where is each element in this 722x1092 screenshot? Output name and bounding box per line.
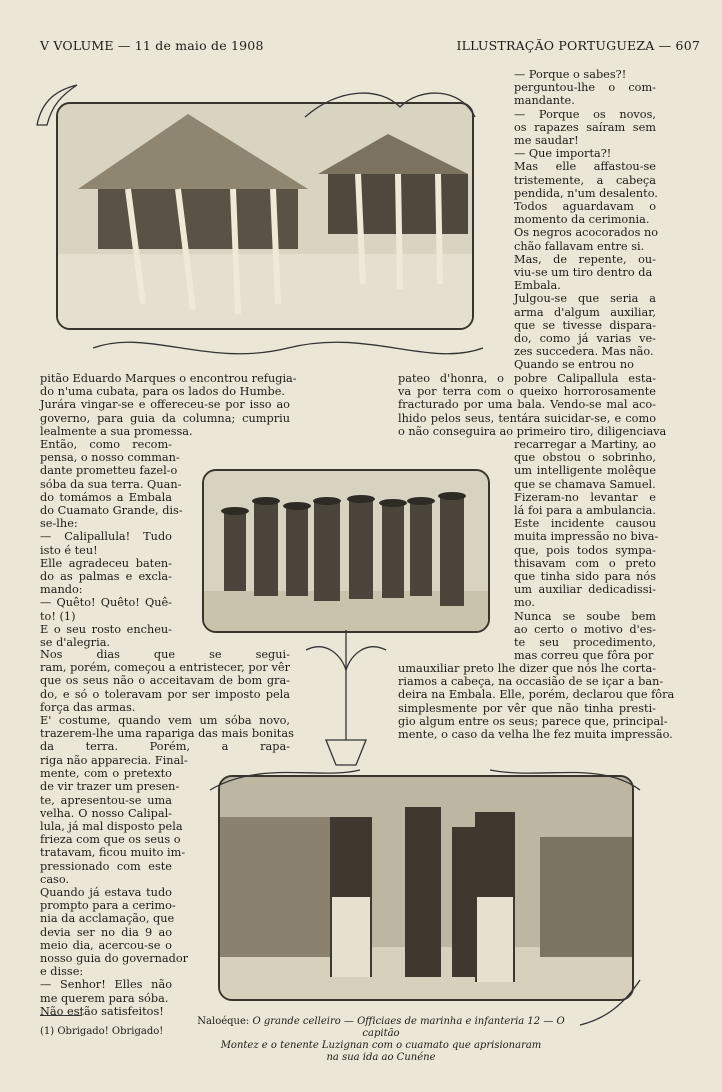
text-line: ao certo o motivo d'es- (514, 622, 656, 636)
text-line: frieza com que os seus o (40, 833, 181, 847)
text-line: que os seus não o acceitavam de bom gra- (40, 674, 290, 688)
text-line: E' costume, quando vem um sóba novo, (40, 714, 290, 728)
floral-ornament-mid (88, 328, 488, 368)
text-line: do, e só o toleravam por ser imposto pela (40, 687, 290, 701)
text-line: Mas, de repente, ou- (514, 252, 656, 266)
text-line: meio dia, acercou-se o (40, 938, 172, 952)
text-line: pendida, n'um desalento. (514, 186, 658, 200)
text-line: Este incidente causou (514, 517, 656, 531)
text-line: tratavam, ficou muito im- (40, 846, 186, 860)
text-line: riamos a cabeça, na occasião de se içar a ban- (398, 675, 664, 689)
floral-ornament-top-right (300, 82, 480, 122)
text-line: Julgou-se que seria a (514, 292, 656, 306)
text-line: que se chamava Samuel. (514, 477, 656, 491)
running-header-title: ILLUSTRAÇÃO PORTUGUEZA — 607 (456, 38, 700, 53)
text-line: pitão Eduardo Marques o encontrou refugia- (40, 372, 297, 385)
text-line: e disse: (40, 965, 84, 979)
caption-prefix: Naloéque: (197, 1016, 250, 1027)
text-line: — Porque os novos, (514, 107, 656, 121)
photo-officers (202, 469, 490, 633)
text-line: que, pois todos sympa- (514, 543, 656, 557)
text-line: momento da cerimonia. (514, 213, 650, 227)
text-line: do n'uma cubata, para os lados do Humbe. (40, 385, 285, 399)
text-line: Embala. (514, 279, 561, 293)
text-col-left-mid (40, 648, 294, 754)
text-line: Elle agradeceu baten- (40, 556, 172, 570)
text-line: lula, já mal disposto pela (40, 820, 183, 834)
text-line: prompto para a cerimo- (40, 899, 176, 913)
text-line: Então, como recom- (40, 438, 172, 451)
text-line: de vir trazer um presen- (40, 780, 180, 794)
text-line: — Senhor! Elles não (40, 978, 172, 992)
text-col-left-top (40, 372, 297, 438)
text-line: gio algum entre os seus; parece que, principal- (398, 714, 668, 728)
text-line: Todos aguardavam o (514, 200, 656, 214)
text-line: — Que importa?! (514, 147, 612, 161)
text-line: do tomámos a Embala (40, 490, 172, 504)
text-line: lá foi para a ambulancia. (514, 504, 656, 518)
caption-line-1: O grande celleiro — Officiaes de marinha e infanteria 12 — O capitão (252, 1016, 565, 1039)
photo-caption (186, 1016, 576, 1064)
text-line: nia da acclamação, que (40, 912, 175, 926)
photo-granary (56, 102, 474, 330)
text-line: muita impressão no biva- (514, 530, 659, 544)
floral-ornament-stem (296, 630, 396, 770)
text-line: E o seu rosto encheu- (40, 622, 172, 636)
text-line: deira na Embala. Elle, porém, declarou que fôra (398, 688, 675, 702)
text-line: mo. (514, 596, 535, 610)
text-col-right-mid (514, 438, 659, 663)
text-line: Nunca se soube bem (514, 609, 656, 623)
text-line: recarregar a Martiny, ao (514, 438, 656, 451)
text-line: devia ser no dia 9 ao (40, 925, 172, 939)
text-line: umauxiliar preto lhe dizer que nós lhe corta- (398, 662, 656, 675)
text-line: sóba da sua terra. Quan- (40, 477, 182, 491)
text-line: Quando já estava tudo (40, 886, 172, 900)
text-col-right-top (514, 68, 659, 372)
text-line: o não conseguira ao primeiro tiro, diligenciava (398, 424, 667, 438)
text-line: fracturado por uma bala. Vendo-se mal aco- (398, 398, 656, 412)
text-line: trazerem-lhe uma rapariga das mais bonitas (40, 727, 294, 741)
text-line: Fizeram-no levantar e (514, 490, 656, 504)
caption-line-2: Montez e o tenente Luzignan com o cuamato que aprisionaram (220, 1040, 542, 1051)
text-line: riga não apparecia. Final- (40, 754, 188, 767)
text-line: se-lhe: (40, 517, 78, 531)
text-line: Jurára vingar-se e offereceu-se por isso ao (40, 398, 290, 412)
text-line: força das armas. (40, 700, 136, 714)
text-line: perguntou-lhe o com- (514, 81, 656, 95)
text-line: pateo d'honra, o pobre Calipallula esta- (398, 372, 656, 385)
text-line: to! (1) (40, 609, 76, 623)
text-line: mas correu que fôra por (514, 649, 654, 663)
text-line: lhido pelos seus, tentára suicidar-se, e como (398, 411, 656, 425)
text-line: viu-se um tiro dentro da (514, 266, 653, 280)
text-line: chão fallavam entre si. (514, 239, 645, 253)
text-line: te seu procedimento, (514, 636, 656, 650)
text-line: — Quêto! Quêto! Quê- (40, 596, 172, 610)
running-header-volume: V VOLUME — 11 de maio de 1908 (40, 38, 264, 53)
text-line: thisavam com o preto (514, 556, 656, 570)
text-line: que obstou o sobrinho, (514, 451, 656, 465)
text-line: Quando se entrou no (514, 358, 634, 372)
text-line: Não estão satisfeitos! (40, 1004, 164, 1018)
footnote-rule (40, 1015, 82, 1016)
text-line: zes succedera. Mas não. (514, 345, 654, 359)
text-line: — Calipallula! Tudo (40, 530, 172, 544)
text-line: um auxiliar dedicadissi- (514, 583, 656, 597)
text-line: simplesmente por vêr que não tinha presti- (398, 701, 656, 715)
text-line: isto é teu! (40, 543, 98, 557)
text-col-left-bottom (40, 754, 189, 1018)
text-line: te, apresentou-se uma (40, 793, 172, 807)
footnote: (1) Obrigado! Obrigado! (40, 1026, 164, 1037)
text-line: governo, para guia da columna; cumpriu (40, 411, 290, 425)
text-line: velha. O nosso Calipal- (40, 806, 172, 820)
text-line: pensa, o nosso comman- (40, 451, 180, 465)
text-line: um intelligente molêque (514, 464, 656, 478)
text-line: do Cuamato Grande, dis- (40, 504, 183, 518)
text-line: se d'alegria. (40, 636, 111, 650)
text-line: mente, o caso da velha lhe fez muita impressão. (398, 728, 673, 742)
text-line: mente, com o pretexto (40, 767, 172, 781)
text-line: nosso guia do governador (40, 952, 189, 966)
text-col-right-bottom (398, 662, 675, 742)
text-line: Os negros acocorados no (514, 226, 659, 240)
text-line: caso. (40, 872, 70, 886)
text-col-left-narrow (40, 438, 183, 650)
text-line: me saudar! (514, 134, 579, 148)
text-line: dante prometteu fazel-o (40, 464, 178, 478)
caption-line-3: na sua ida ao Cunéne (326, 1052, 436, 1063)
floral-ornament-bottom (200, 760, 650, 1030)
text-line: pressionado com este (40, 859, 172, 873)
text-line: Mas elle affastou-se (514, 160, 656, 174)
text-line: tristemente, a cabeça (514, 173, 656, 187)
text-line: arma d'algum auxiliar, (514, 305, 656, 319)
text-line: que tinha sido para nós (514, 570, 656, 584)
text-line: Nos dias que se segui- (40, 648, 290, 661)
text-line: da terra. Porém, a rapa- (40, 740, 290, 754)
text-line: me querem para sóba. (40, 991, 169, 1005)
text-line: mando: (40, 583, 83, 597)
text-line: va por terra com o queixo horrorosamente (398, 385, 656, 399)
floral-ornament-top-left (32, 80, 82, 130)
text-line: do as palmas e excla- (40, 570, 172, 584)
text-line: lealmente a sua promessa. (40, 424, 193, 438)
text-col-mid-full (398, 372, 667, 438)
text-line: do, como já varias ve- (514, 332, 656, 346)
text-line: que se tivesse dispara- (514, 318, 656, 332)
text-line: ram, porém, começou a entristecer, por vêr (40, 661, 290, 675)
text-line: — Porque o sabes?! (514, 68, 627, 81)
text-line: mandante. (514, 94, 575, 108)
text-line: os rapazes saíram sem (514, 120, 656, 134)
